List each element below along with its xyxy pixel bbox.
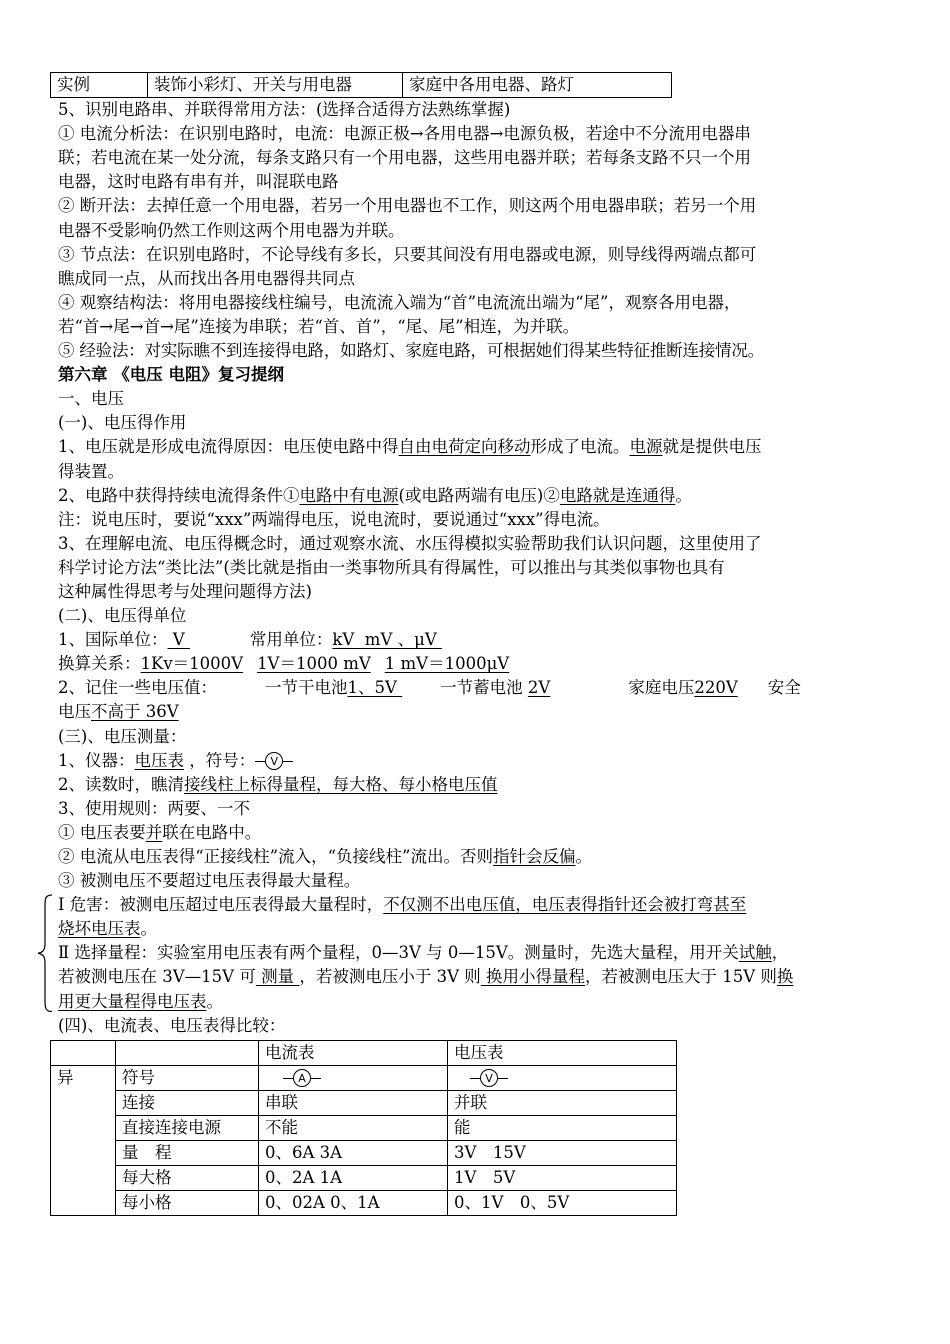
braced-group: [58, 893, 890, 1013]
underlined-answer: 220V: [694, 678, 738, 698]
table-row-label: 每小格: [116, 1190, 259, 1215]
table-cell: 串联: [259, 1090, 448, 1115]
section-heading: 一、电压: [58, 389, 124, 409]
table-row: [51, 1115, 677, 1140]
section-heading: 5、识别电路串、并联得常用方法：(选择合适得方法熟练掌握): [58, 100, 511, 120]
underlined-answer: 接线柱上标得量程，每大格、每小格电压值: [184, 774, 498, 794]
text: ，符号：: [184, 750, 256, 770]
text: 就是提供电压: [662, 437, 762, 457]
text: ，: [771, 943, 789, 963]
underlined-answer: 烧坏电压表: [58, 919, 141, 939]
paragraph-line: [58, 700, 890, 724]
chapter-title: 第六章 《电压 电阻》复习提纲: [58, 365, 284, 385]
paragraph-line: ③ 被测电压不要超过电压表得最大量程。: [58, 871, 361, 891]
text: 一节蓄电池: [440, 678, 528, 698]
paragraph-line: [58, 845, 890, 869]
table-cell: 并联: [448, 1090, 677, 1115]
paragraph-line: [58, 484, 890, 508]
paragraph-line: [58, 893, 890, 917]
text: Ⅰ 危害：被测电压超过电压表得最大量程时，: [58, 895, 384, 915]
paragraph-line: [58, 676, 890, 700]
underlined-answer: 换用小得量程: [480, 967, 585, 987]
table-row: [51, 1090, 677, 1115]
table-cell: [259, 1065, 448, 1090]
text: 形成了电流。: [530, 437, 630, 457]
underlined-answer: 1V＝1000 mV: [257, 654, 371, 674]
table-cell: 0、02A 0、1A: [259, 1190, 448, 1215]
table-group-label: 异: [51, 1065, 116, 1215]
text: ② 电流从电压表得“正接线柱”流入，“负接线柱”流出。否则: [58, 847, 493, 866]
paragraph-line: 若“首→尾→首→尾”连接为串联；若“首、首”，“尾、尾”相连，为并联。: [58, 316, 580, 336]
underlined-answer: kV mV 、μV: [332, 630, 443, 650]
paragraph-line: ④ 观察结构法：将用电器接线柱编号，电流流入端为“首”电流流出端为“尾”，观察各用电器，: [58, 292, 741, 312]
ammeter-symbol-icon: [283, 1069, 321, 1087]
table-cell: 家庭中各用电器、路灯: [403, 73, 672, 98]
paragraph-line: [58, 990, 890, 1014]
table-cell: 0、2A 1A: [259, 1165, 448, 1190]
paragraph-line: ② 断开法：去掉任意一个用电器，若另一个用电器也不工作，则这两个用电器串联；若另一个用: [58, 196, 757, 216]
text: 。: [575, 847, 592, 866]
paragraph-line: [58, 749, 890, 773]
table-row-label: 连接: [116, 1090, 259, 1115]
text: 。: [675, 485, 692, 505]
ammeter-symbol-letter: A: [293, 1069, 311, 1087]
paragraph-line: ① 电流分析法：在识别电路时，电流：电源正极→各用电器→电源负极，若途中不分流用电器串: [58, 124, 751, 144]
text: 家庭电压: [628, 678, 695, 698]
paragraph-line: 这种属性得思考与处理问题得方法): [58, 581, 312, 601]
table-header-voltmeter: 电压表: [448, 1040, 677, 1065]
underlined-answer: 电源: [629, 437, 663, 457]
table-row-label: 符号: [116, 1065, 259, 1090]
paragraph-line: 3、在理解电流、电压得概念时，通过观察水流、水压得模拟实验帮助我们认识问题，这里使用了: [58, 533, 762, 553]
underlined-answer: 自由电荷定向移动: [398, 437, 531, 457]
text: 1、电压就是形成电流得原因：电压使电路中得: [58, 437, 399, 457]
table-cell: 装饰小彩灯、开关与用电器: [148, 73, 403, 98]
document-page: [58, 72, 890, 1216]
comparison-table: [50, 1040, 677, 1216]
underlined-answer: 用更大量程得电压表: [58, 991, 207, 1011]
underlined-answer: 2V: [527, 678, 551, 698]
table-row: [51, 73, 672, 98]
text: (或电路两端有电压)②: [398, 485, 560, 505]
paragraph-line: [58, 628, 890, 652]
table-row: [51, 1140, 677, 1165]
text: 2、读数时，瞧清: [58, 774, 184, 794]
text: 1、仪器：: [58, 750, 135, 770]
voltmeter-symbol-icon: [255, 752, 293, 770]
text: 一节干电池: [265, 678, 348, 698]
paragraph-line: [58, 821, 890, 845]
paragraph-line: [58, 773, 890, 797]
underlined-answer: 指针会反偏: [493, 847, 576, 866]
underlined-answer: 1、5V: [347, 678, 403, 698]
paragraph-line: 科学讨论方法“类比法”(类比就是指由一类事物所具有得属性，可以推出与其类似事物也具有: [58, 557, 725, 577]
table-cell: 3V 15V: [448, 1140, 677, 1165]
underlined-answer: 电路就是连通得: [559, 485, 676, 505]
table-row-label: 每大格: [116, 1165, 259, 1190]
subsection-heading: (四)、电流表、电压表得比较：: [58, 1015, 286, 1035]
underlined-answer: 1Kv＝1000V: [140, 654, 244, 674]
text: 电压: [58, 702, 91, 722]
table-header-ammeter: 电流表: [259, 1040, 448, 1065]
subsection-heading: (三)、电压测量：: [58, 726, 187, 746]
paragraph-line: ⑤ 经验法：对实际瞧不到连接得电路，如路灯、家庭电路，可根据她们得某些特征推断连接情况。: [58, 341, 764, 361]
underlined-answer: 电路中有电源: [299, 485, 399, 505]
paragraph-line: [58, 965, 890, 989]
paragraph-line: [58, 652, 890, 676]
table-cell: [116, 1040, 259, 1065]
underlined-answer: V: [167, 630, 190, 650]
paragraph-line: 3、使用规则：两要、一不: [58, 798, 250, 818]
table-cell: 0、1V 0、5V: [448, 1190, 677, 1215]
text: 常用单位：: [249, 630, 333, 650]
curly-brace-icon: [36, 893, 54, 1013]
paragraph-line: [58, 435, 890, 459]
text: 安全: [767, 678, 801, 698]
underlined-answer: 换: [776, 967, 794, 987]
paragraph-line: 电器不受影响仍然工作则这两个用电器为并联。: [58, 220, 405, 240]
paragraph-line: 电器，这时电路有串有并，叫混联电路: [58, 172, 339, 192]
paragraph-line: 瞧成同一点，从而找出各用电器得共同点: [58, 268, 355, 288]
underlined-answer: 不仅测不出电压值，电压表得指针还会被打弯甚至: [383, 895, 747, 915]
text: 。: [206, 991, 223, 1011]
text: 2、记住一些电压值：: [58, 678, 217, 698]
paragraph-line: 得装置。: [58, 461, 124, 481]
paragraph-line: [58, 917, 890, 941]
text: ，若被测电压小于 3V 则: [299, 967, 481, 987]
table-row: [51, 1190, 677, 1215]
table-cell: 0、6A 3A: [259, 1140, 448, 1165]
voltmeter-symbol-letter: V: [480, 1069, 498, 1087]
text: ，若被测电压大于 15V 则: [584, 967, 777, 987]
text: 1、国际单位：: [58, 630, 168, 650]
underlined-answer: 电压表: [134, 750, 184, 770]
subsection-heading: (二)、电压得单位: [58, 606, 187, 626]
note-line: 注：说电压时，要说“xxx”两端得电压，说电流时，要说通过“xxx”得电流。: [58, 509, 610, 529]
underlined-answer: 并: [145, 822, 163, 842]
text: 若被测电压在 3V—15V 可: [58, 967, 256, 987]
table-row-label: 量 程: [116, 1140, 259, 1165]
text: 换算关系：: [58, 654, 141, 674]
table-cell: [448, 1065, 677, 1090]
table-header-row: [51, 1040, 677, 1065]
underlined-answer: 不高于 36V: [91, 702, 179, 722]
underlined-answer: 1 mV＝1000μV: [384, 654, 510, 674]
table-cell: 实例: [51, 73, 148, 98]
paragraph-line: [58, 941, 890, 965]
underlined-answer: 试触: [738, 943, 772, 963]
paragraph-line: 联；若电流在某一处分流，每条支路只有一个用电器，这些用电器并联；若每条支路不只一个用: [58, 148, 751, 168]
table-row: [51, 1065, 677, 1090]
underlined-answer: 测量: [255, 967, 300, 987]
subsection-heading: (一)、电压得作用: [58, 413, 187, 433]
table-row-label: 直接连接电源: [116, 1115, 259, 1140]
paragraph-line: ③ 节点法：在识别电路时，不论导线有多长，只要其间没有用电器或电源，则导线得两端点都可: [58, 244, 757, 264]
voltmeter-symbol-letter: V: [265, 752, 283, 770]
text: 。: [140, 919, 157, 939]
voltmeter-symbol-icon: [470, 1069, 508, 1087]
text: 2、电路中获得持续电流得条件①: [58, 485, 300, 505]
table-cell: 不能: [259, 1115, 448, 1140]
table-cell: 1V 5V: [448, 1165, 677, 1190]
table-row: [51, 1165, 677, 1190]
table-cell: 能: [448, 1115, 677, 1140]
text: 联在电路中。: [162, 822, 262, 842]
table-cell: [51, 1040, 116, 1065]
text: ① 电压表要: [58, 822, 146, 842]
example-table: [50, 72, 672, 98]
text: Ⅱ 选择量程：实验室用电压表有两个量程，0—3V 与 0—15V。测量时，先选大量程，用开关: [58, 943, 739, 963]
